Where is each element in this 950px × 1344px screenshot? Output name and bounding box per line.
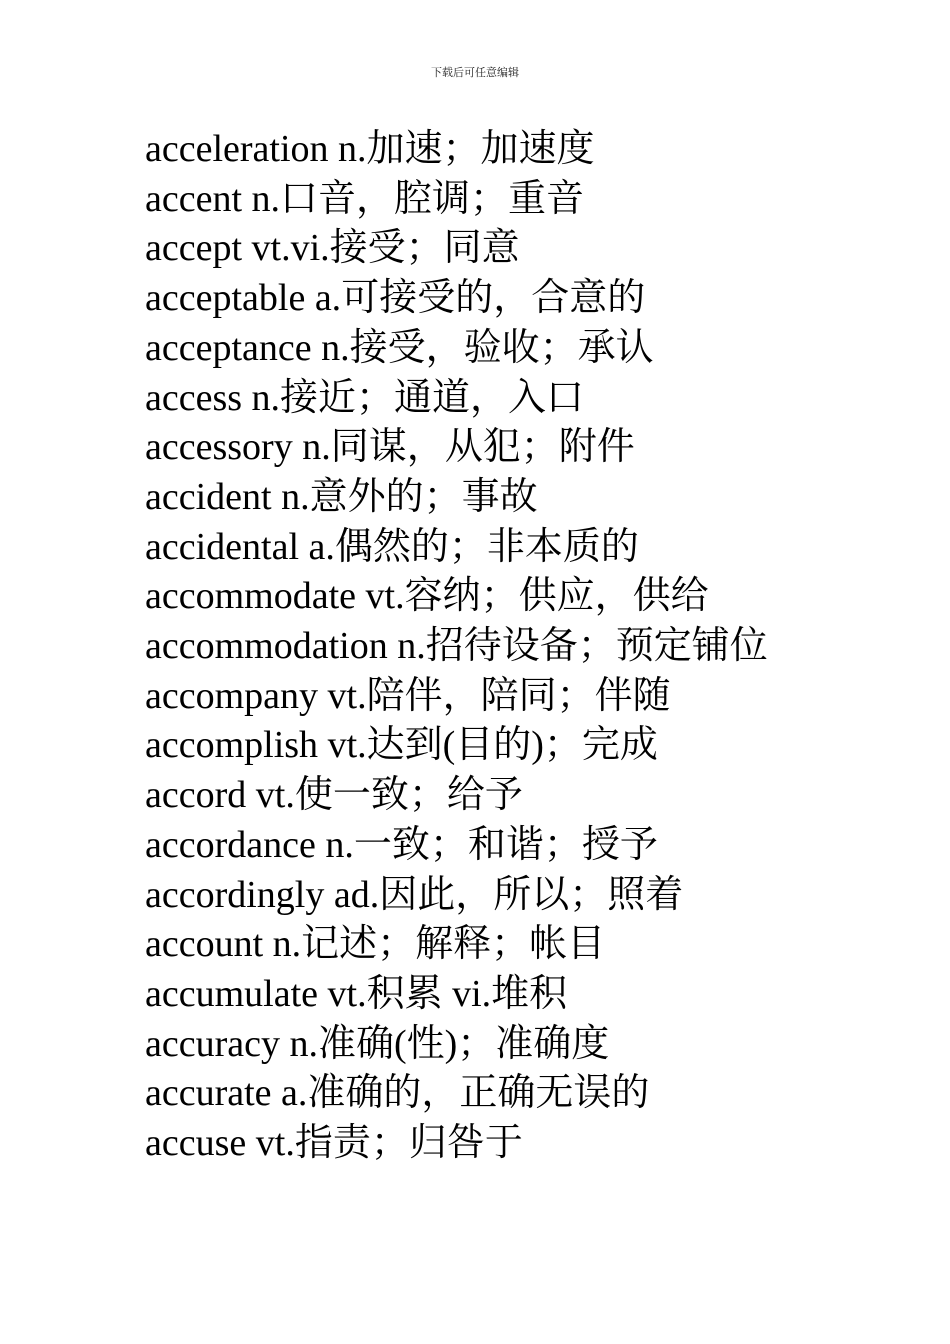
vocab-definition: 指责；归咎于: [294, 1122, 523, 1165]
vocab-definition: 意外的；事故: [309, 475, 538, 518]
vocab-entry: [145, 920, 815, 970]
vocab-word: acceptance: [145, 326, 312, 369]
vocab-word: accumulate: [145, 972, 319, 1015]
vocab-part-of-speech: vt.: [255, 774, 295, 817]
vocab-part-of-speech: n.: [321, 326, 350, 369]
vocab-word: account: [145, 923, 264, 966]
vocab-word: accessory: [145, 426, 293, 469]
vocab-definition: 准确的，正确无误的: [307, 1072, 650, 1115]
vocab-definition: 接受；同意: [329, 227, 520, 270]
vocab-part-of-speech: vt.: [327, 724, 367, 767]
vocab-entry: [145, 721, 815, 771]
vocab-entry: [145, 175, 815, 225]
vocab-part-of-speech: n.: [272, 923, 302, 966]
vocab-entry: [145, 1069, 815, 1119]
vocabulary-list: [145, 125, 815, 1169]
vocab-part-of-speech: vt.: [327, 972, 367, 1015]
vocab-definition: 因此，所以；照着: [379, 873, 684, 916]
vocab-entry: [145, 1020, 815, 1070]
vocab-definition: 可接受的，合意的: [341, 277, 646, 320]
vocab-part-of-speech: a.: [308, 525, 335, 568]
vocab-part-of-speech: vt.: [365, 575, 405, 618]
vocab-entry: [145, 771, 815, 821]
vocab-definition: 招待设备；预定铺位: [425, 625, 768, 668]
vocab-definition: 加速；加速度: [366, 128, 595, 170]
vocab-part-of-speech: n.: [289, 1022, 318, 1065]
vocab-entry: [145, 622, 815, 672]
vocab-definition: 同谋，从犯；附件: [330, 426, 635, 469]
vocab-word: accommodate: [145, 575, 357, 618]
vocab-entry: [145, 125, 815, 175]
vocab-part-of-speech: n.: [281, 475, 310, 518]
vocab-word: accordance: [145, 823, 316, 866]
vocab-entry: [145, 871, 815, 921]
vocab-part-of-speech: n.: [397, 625, 426, 668]
page-header: 下载后可任意编辑: [431, 67, 519, 79]
vocab-word: accord: [145, 774, 247, 817]
vocab-definition: 容纳；供应，供给: [404, 575, 709, 618]
vocab-definition: 积累 vi.堆积: [366, 972, 568, 1015]
vocab-part-of-speech: n.: [251, 376, 281, 419]
vocab-word: accordingly: [145, 873, 325, 916]
vocab-entry: [145, 523, 815, 573]
vocab-word: accommodation: [145, 625, 388, 668]
vocab-word: accident: [145, 475, 272, 518]
vocab-part-of-speech: vt.: [255, 1122, 295, 1165]
vocab-entry: [145, 374, 815, 424]
vocab-definition: 使一致；给予: [294, 774, 523, 817]
vocab-part-of-speech: vt.vi.: [251, 227, 330, 270]
vocab-entry: [145, 324, 815, 374]
vocab-definition: 陪伴，陪同；伴随: [366, 674, 671, 717]
vocab-definition: 偶然的；非本质的: [334, 525, 639, 568]
vocab-part-of-speech: a.: [281, 1072, 308, 1115]
vocab-definition: 一致；和谐；授予: [353, 823, 658, 866]
vocab-word: access: [145, 376, 243, 419]
vocab-entry: [145, 274, 815, 324]
vocab-word: accompany: [145, 674, 319, 717]
vocab-definition: 准确(性)；准确度: [318, 1022, 610, 1065]
vocab-part-of-speech: n.: [302, 426, 331, 469]
vocab-entry: [145, 423, 815, 473]
vocab-word: acceptable: [145, 277, 306, 320]
vocab-word: accent: [145, 177, 243, 220]
vocab-entry: [145, 572, 815, 622]
vocab-word: acceleration: [145, 128, 329, 170]
vocab-entry: [145, 672, 815, 722]
vocab-word: accurate: [145, 1072, 272, 1115]
vocab-word: accidental: [145, 525, 300, 568]
vocab-definition: 接受，验收；承认: [349, 326, 654, 369]
vocab-definition: 达到(目的)；完成: [366, 724, 658, 767]
vocab-definition: 接近；通道，入口: [280, 376, 585, 419]
vocab-word: accuracy: [145, 1022, 280, 1065]
vocab-word: accuse: [145, 1122, 247, 1165]
vocab-part-of-speech: n.: [338, 128, 367, 170]
vocab-entry: [145, 224, 815, 274]
vocab-entry: [145, 970, 815, 1020]
vocab-entry: [145, 473, 815, 523]
vocab-part-of-speech: n.: [325, 823, 354, 866]
vocab-entry: [145, 821, 815, 871]
vocab-definition: 记述；解释；帐目: [301, 923, 606, 966]
vocab-part-of-speech: ad.: [333, 873, 380, 916]
vocab-word: accomplish: [145, 724, 319, 767]
vocab-part-of-speech: a.: [314, 277, 342, 320]
vocab-entry: [145, 1119, 815, 1169]
vocab-part-of-speech: vt.: [327, 674, 367, 717]
vocab-part-of-speech: n.: [251, 177, 281, 220]
vocab-definition: 口音，腔调；重音: [280, 177, 585, 220]
vocab-word: accept: [145, 227, 243, 270]
